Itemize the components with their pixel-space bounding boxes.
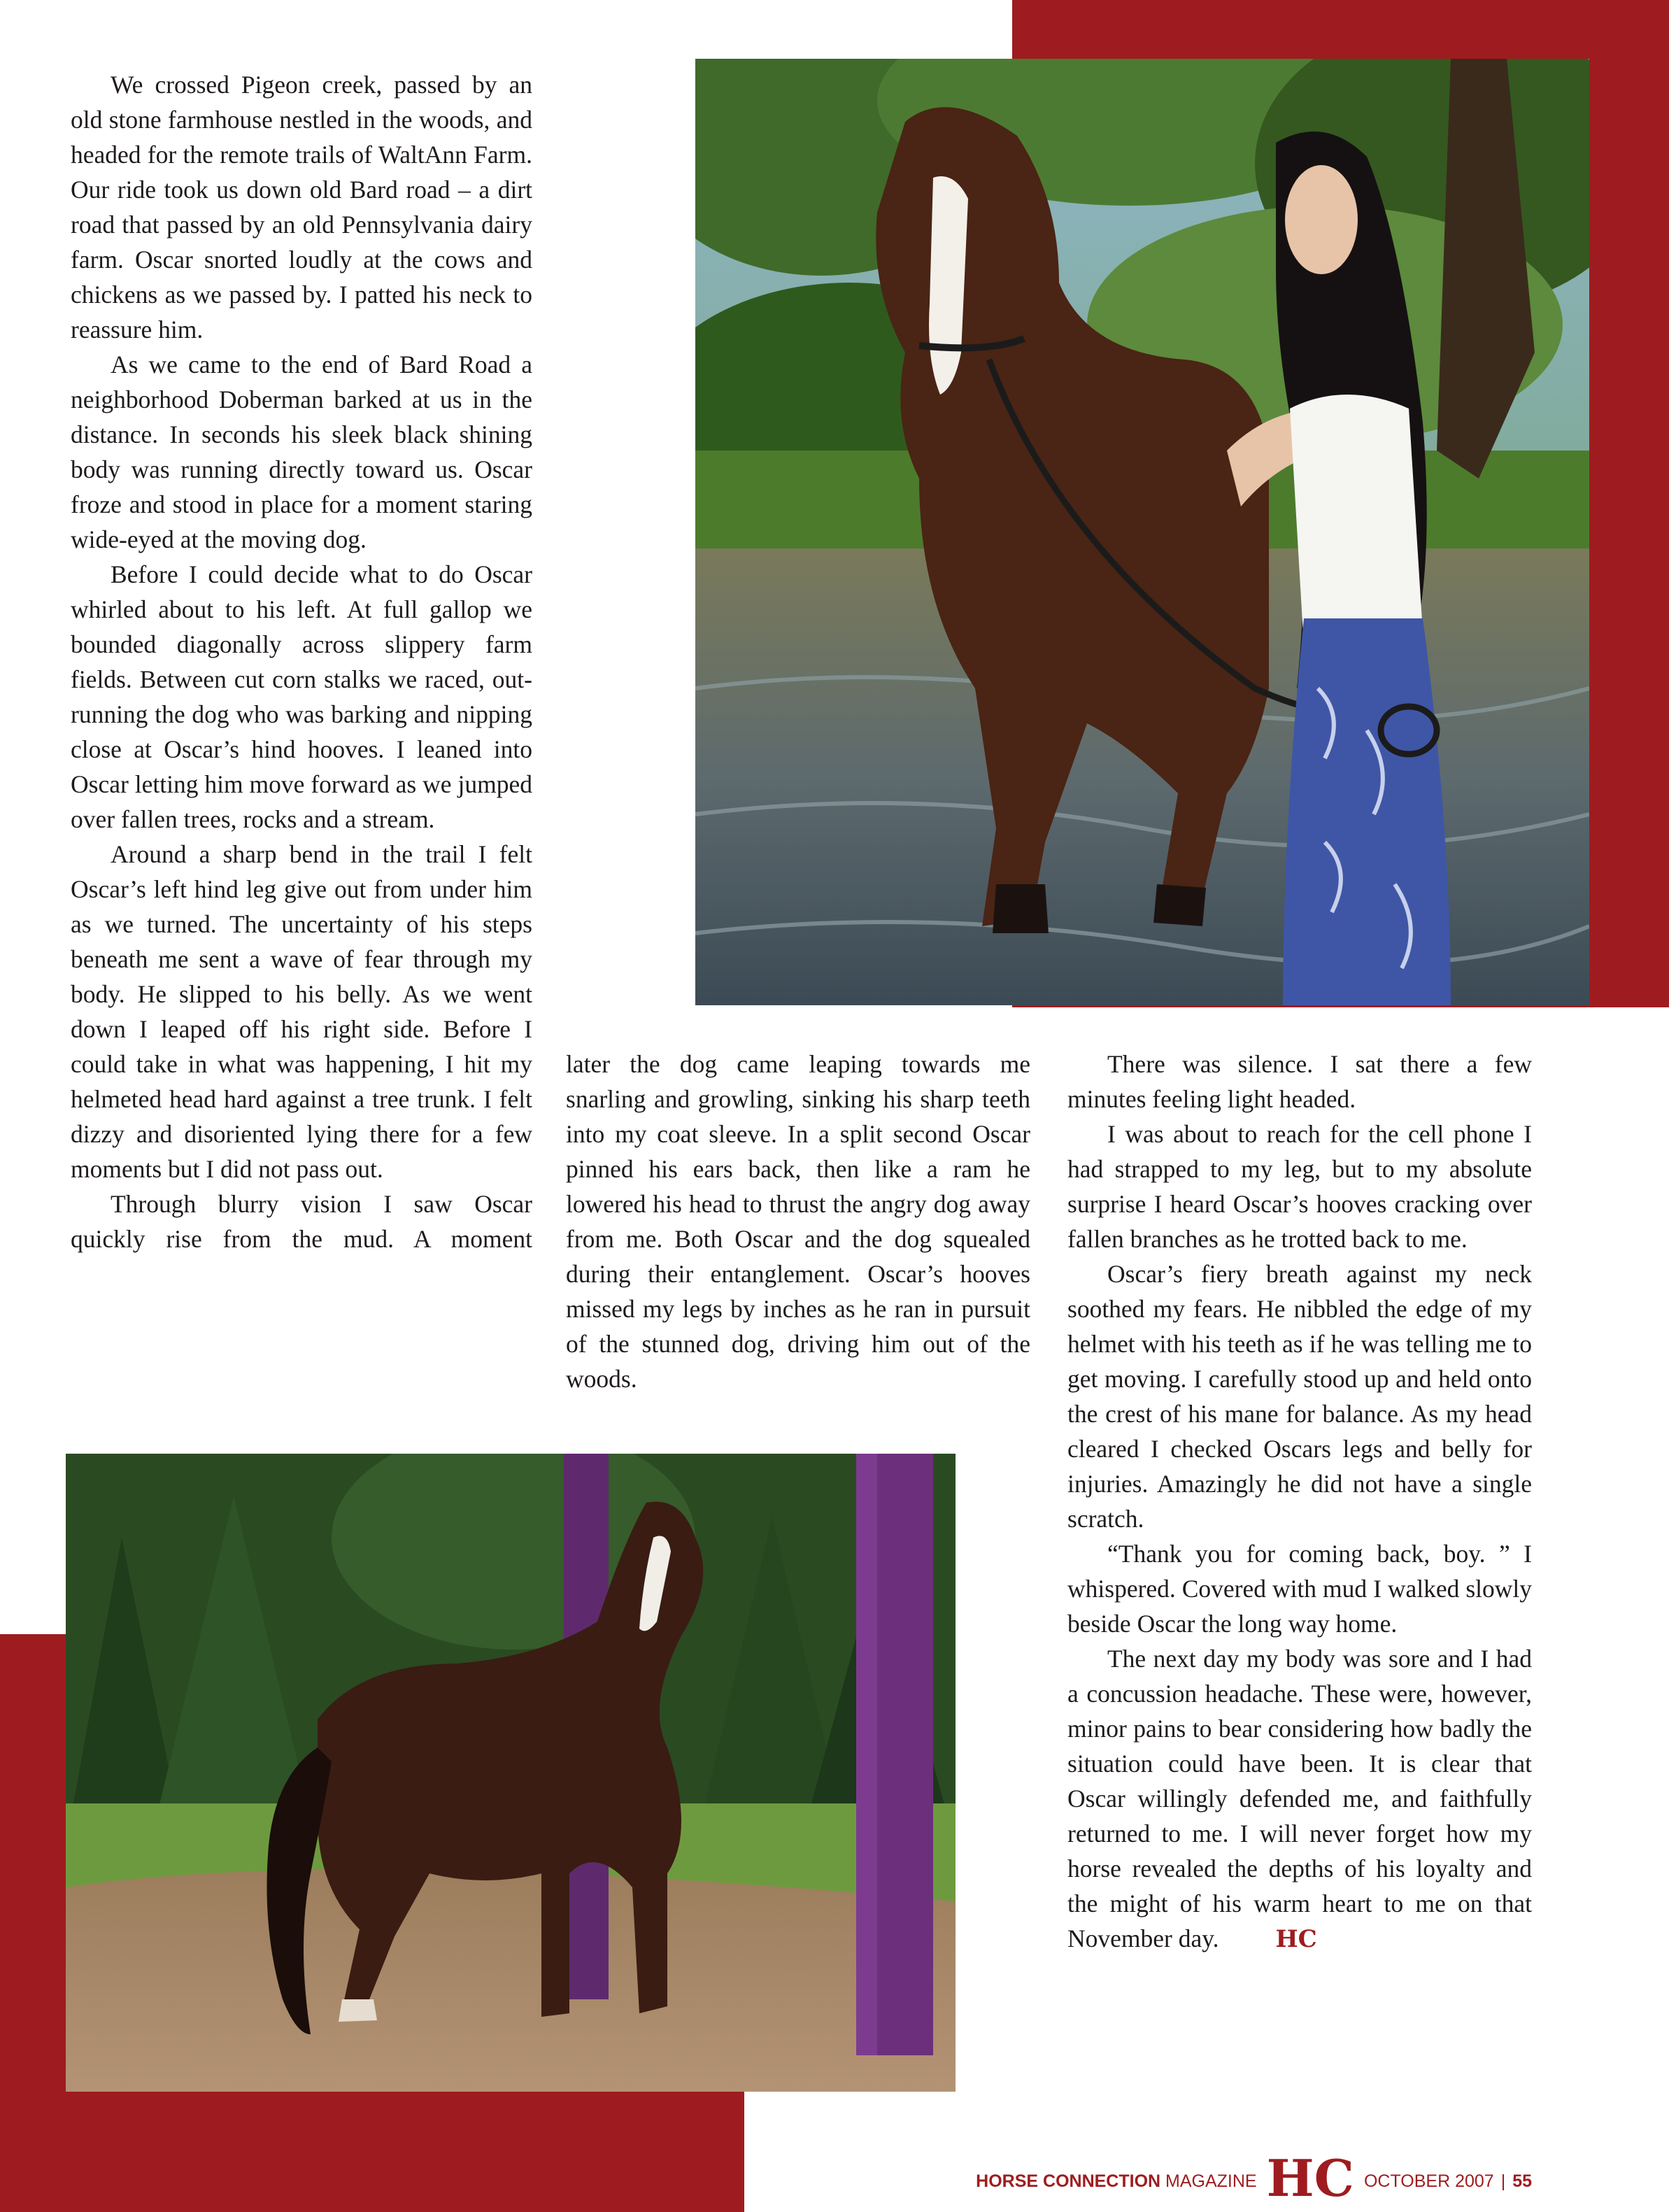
footer-separator: | bbox=[1500, 2171, 1506, 2191]
magazine-name-regular: MAGAZINE bbox=[1165, 2171, 1257, 2191]
photo-horse-standing-by-posts bbox=[66, 1454, 956, 2092]
article-column-3 bbox=[1067, 1047, 1532, 1956]
issue-date: OCTOBER 2007 bbox=[1363, 2171, 1494, 2191]
magazine-name-bold: HORSE CONNECTION bbox=[976, 2171, 1161, 2191]
article-column-1 bbox=[71, 67, 532, 1256]
paragraph: Through blurry vision I saw Oscar quickly rise from the mud. A moment bbox=[71, 1190, 532, 1253]
paragraph: As we came to the end of Bard Road a neighborhood Doberman barked at us in the distance. In seconds his sleek black shining body was running directly toward us. Oscar froze and stood in place for a moment staring wide-eyed at the moving dog. bbox=[71, 350, 532, 553]
paragraph-text: The next day my body was sore and I had a concussion headache. These were, however, minor pains to bear considering how badly the situation could have been. It is clear that Oscar willingly defended me, and faithfully returned to me. I will never forget how my horse revealed the depths of his loyalty and the might of his warm heart to me on that November day. bbox=[1067, 1645, 1532, 1952]
paragraph-final bbox=[1067, 1641, 1532, 1956]
paragraph: Before I could decide what to do Oscar whirled about to his left. At full gallop we bounded diagonally across slippery farm fields. Between cut corn stalks we raced, out- running the dog who was barking and nipping close at Oscar’s hind hooves. I leaned into Oscar letting him move forward as we jumped over fallen trees, rocks and a stream. bbox=[71, 560, 532, 833]
photo-woman-leading-horse-in-creek bbox=[695, 59, 1589, 1005]
end-mark-logo-icon: HC bbox=[1275, 1925, 1317, 1953]
paragraph: I was about to reach for the cell phone I had strapped to my leg, but to my absolute surprise I heard Oscar’s hooves cracking over fallen branches as he trotted back to me. bbox=[1067, 1120, 1532, 1253]
paragraph: We crossed Pigeon creek, passed by an old stone farmhouse nestled in the woods, and headed for the remote trails of WaltAnn Farm. Our ride took us down old Bard road – a dirt road that passed by an old Pennsylvania dairy farm. Oscar snorted loudly at the cows and chickens as we passed by. I patted his neck to reassure him. bbox=[71, 71, 532, 343]
paragraph: “Thank you for coming back, boy. ” I whispered. Covered with mud I walked slowly beside Oscar the long way home. bbox=[1067, 1540, 1532, 1638]
paragraph: later the dog came leaping towards me snarling and growling, sinking his sharp teeth into my coat sleeve. In a split second Oscar pinned his ears back, then like a ram he lowered his head to thrust the angry dog away from me. Both Oscar and the dog squealed during their entanglement. Oscar’s hooves missed my legs by inches as he ran in pursuit of the stunned dog, driving him out of the woods. bbox=[566, 1050, 1030, 1393]
article-column-2 bbox=[566, 1047, 1030, 1396]
page-number: 55 bbox=[1512, 2171, 1532, 2191]
magazine-logo-icon: HC bbox=[1266, 2148, 1354, 2208]
paragraph: Around a sharp bend in the trail I felt Oscar’s left hind leg give out from under him as we turned. The uncertainty of his steps beneath me sent a wave of fear through my body. He slipped to his belly. As we went down I leaped off his right side. Before I could take in what was happening, I hit my helmeted head hard against a tree trunk. I felt dizzy and disoriented lying there for a few moments but I did not pass out. bbox=[71, 840, 532, 1183]
page-footer bbox=[976, 2148, 1532, 2209]
paragraph: Oscar’s fiery breath against my neck soothed my fears. He nibbled the edge of my helmet with his teeth as if he was telling me to get moving. I carefully stood up and held onto the crest of his mane for balance. As my head cleared I checked Oscars legs and belly for injuries. Amazingly he did not have a single scratch. bbox=[1067, 1260, 1532, 1533]
paragraph: There was silence. I sat there a few minutes feeling light headed. bbox=[1067, 1050, 1532, 1113]
